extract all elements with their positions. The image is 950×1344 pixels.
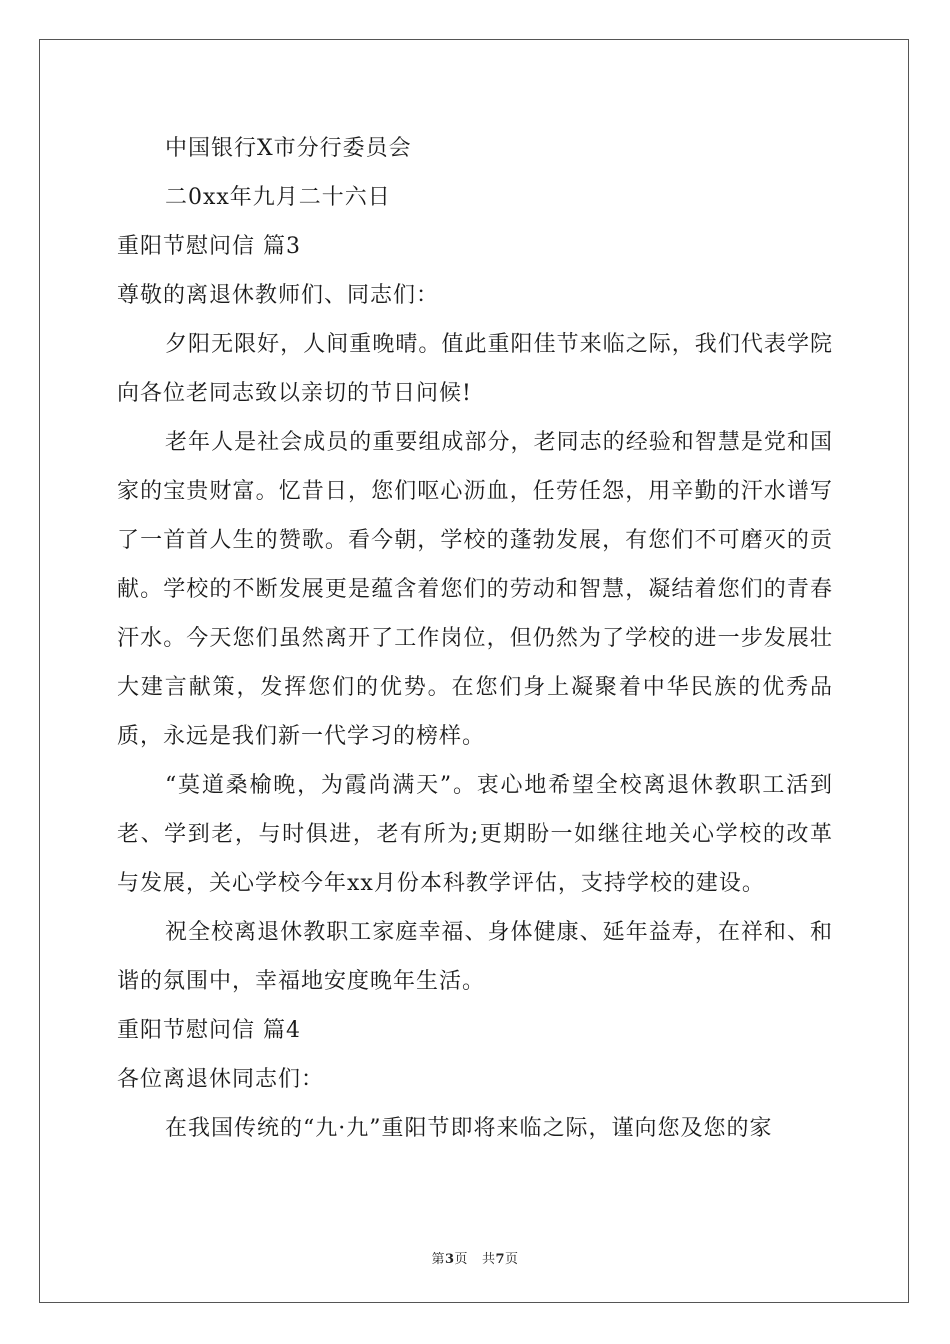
section-heading-4: 重阳节慰问信 篇4 [117, 1018, 301, 1043]
signature-date: 二0xx年九月二十六日 [165, 185, 391, 210]
paragraph-3-3: “莫道桑榆晚，为霞尚满天”。衷心地希望全校离退休教职工活到老、学到老，与时俱进，老有所为;更期盼一如继往地关心学校的改革与发展，关心学校今年xx月份本科教学评估，支持学校的建设。 [117, 773, 833, 896]
footer-prefix: 第 [431, 1252, 445, 1267]
footer-middle: 页 共 [454, 1252, 496, 1267]
section-heading-3: 重阳节慰问信 篇3 [117, 234, 301, 259]
salutation-3: 尊敬的离退休教师们、同志们： [117, 283, 440, 308]
paragraph-3-4: 祝全校离退休教职工家庭幸福、身体健康、延年益寿，在祥和、和谐的氛围中，幸福地安度晚年生活。 [117, 920, 833, 994]
paragraph-3-2: 老年人是社会成员的重要组成部分，老同志的经验和智慧是党和国家的宝贵财富。忆昔日，您们呕心沥血，任劳任怨，用辛勤的汗水谱写了一首首人生的赞歌。看今朝，学校的蓬勃发展，有您们不可磨灭的贡献。学校的不断发展更是蕴含着您们的劳动和智慧，凝结着您们的青春汗水。今天您们虽然离开了工作岗位，但仍然为了学校的进一步发展壮大建言献策，发挥您们的优势。在您们身上凝聚着中华民族的优秀品质，永远是我们新一代学习的榜样。 [117, 430, 833, 749]
page-footer [0, 1248, 950, 1267]
current-page-number: 3 [445, 1252, 455, 1267]
paragraph-3-1: 夕阳无限好，人间重晚晴。值此重阳佳节来临之际，我们代表学院向各位老同志致以亲切的节日问候! [117, 332, 833, 406]
paragraph-4-1: 在我国传统的“九·九”重阳节即将来临之际，谨向您及您的家 [165, 1116, 773, 1141]
salutation-4: 各位离退休同志们： [117, 1067, 325, 1092]
document-body [117, 124, 833, 1153]
footer-suffix: 页 [505, 1252, 519, 1267]
signature-organization: 中国银行X市分行委员会 [165, 136, 412, 161]
total-page-count: 7 [495, 1252, 505, 1267]
